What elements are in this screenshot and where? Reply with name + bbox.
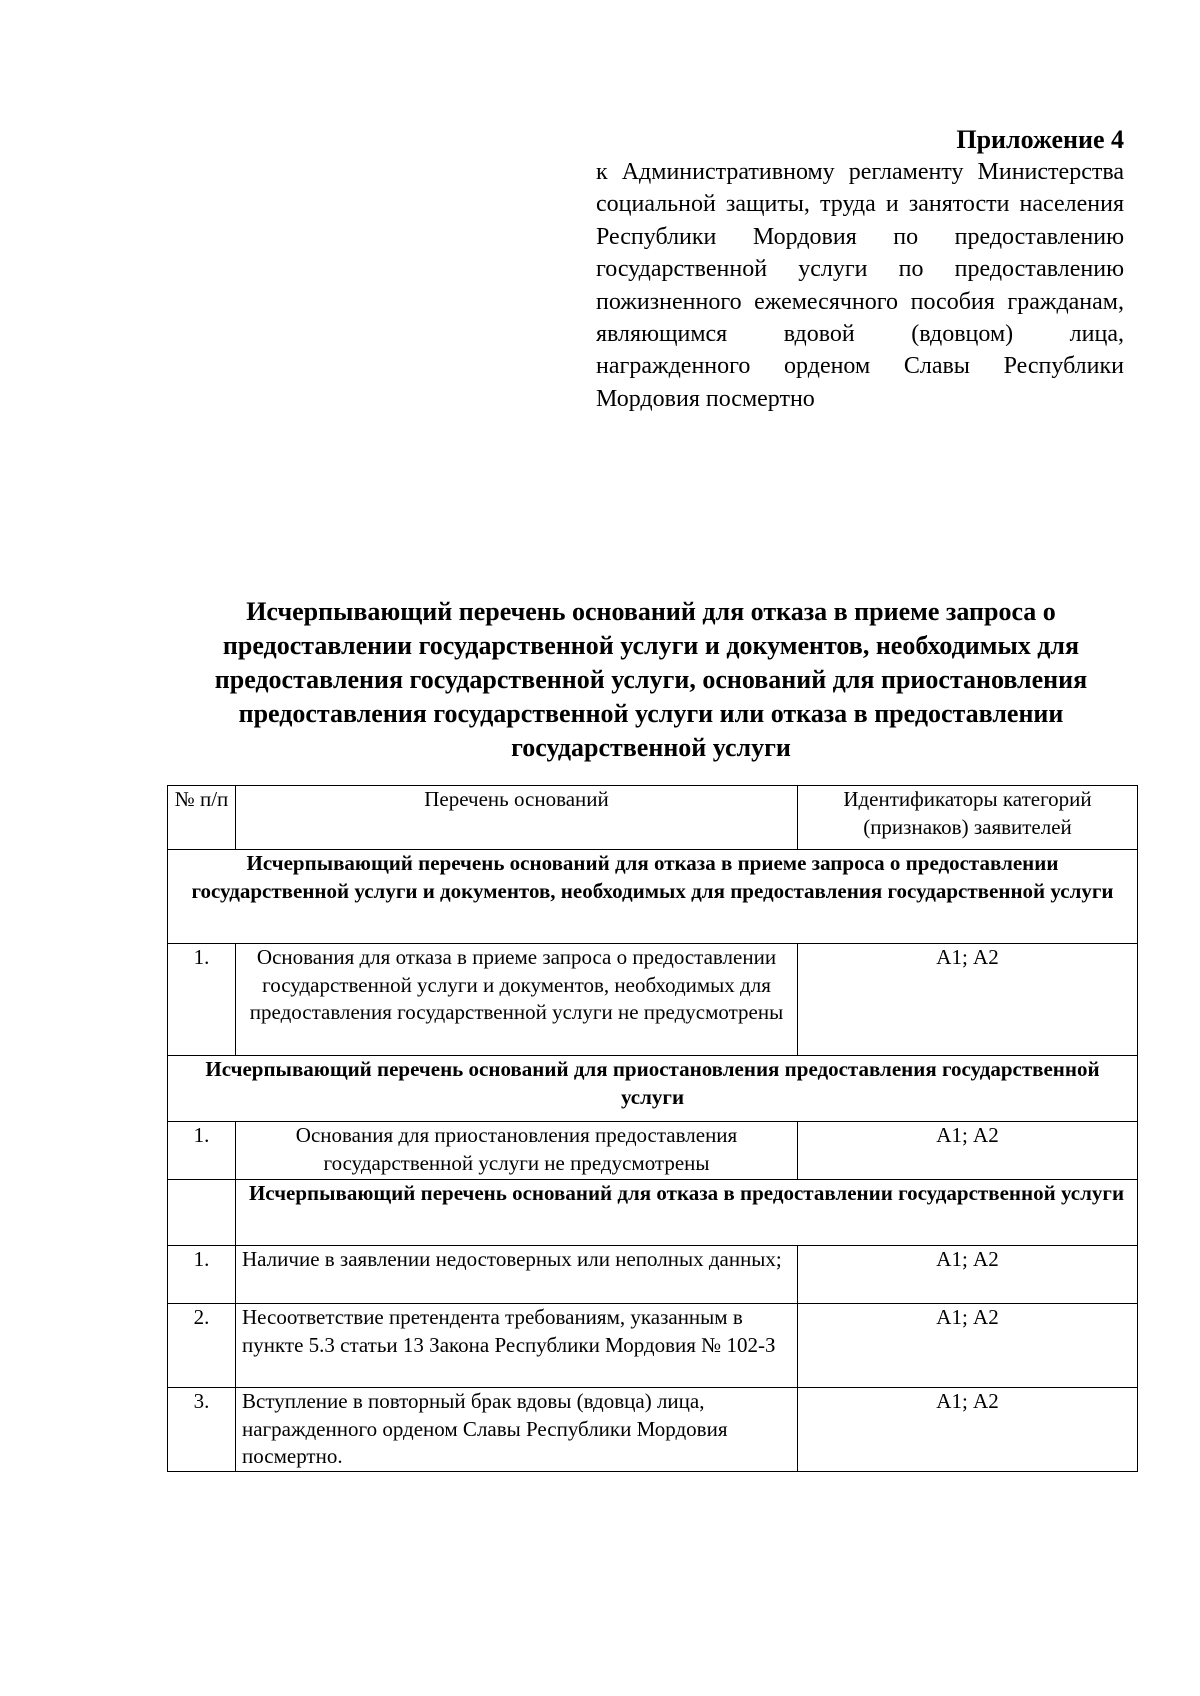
appendix-reference: к Административному регламенту Министерства социальной защиты, труда и занятости населения Республики Мордовия по предоставлению государственной услуги по предоставлению пожизненного ежемесячного пособия гражданам, являющимся вдовой (вдовцом) лица, награжденного орденом Славы Республики Мордовия посмертно [596,159,1124,412]
appendix-block [596,124,1124,415]
row-ids: А1; А2 [798,1246,1138,1304]
header-grounds-list: Перечень оснований [236,786,798,850]
header-number: № п/п [168,786,236,850]
empty-cell [168,1180,236,1246]
row-text: Основания для приостановления предоставления государственной услуги не предусмотрены [236,1122,798,1180]
section-title: Исчерпывающий перечень оснований для приостановления предоставления государственной услуги [168,1056,1138,1122]
section-row [168,1056,1138,1122]
section-title: Исчерпывающий перечень оснований для отказа в предоставлении государственной услуги [236,1180,1138,1246]
row-number: 2. [168,1304,236,1388]
table-header-row [168,786,1138,850]
row-ids: А1; А2 [798,944,1138,1056]
section-title: Исчерпывающий перечень оснований для отказа в приеме запроса о предоставлении государственной услуги и документов, необходимых для предоставления государственной услуги [168,850,1138,944]
row-number: 1. [168,944,236,1056]
row-number: 1. [168,1122,236,1180]
header-applicant-ids: Идентификаторы категорий (признаков) заявителей [798,786,1138,850]
section-row [168,1180,1138,1246]
table-row [168,944,1138,1056]
row-text: Наличие в заявлении недостоверных или неполных данных; [236,1246,798,1304]
row-text: Основания для отказа в приеме запроса о предоставлении государственной услуги и документов, необходимых для предоставления государственной услуги не предусмотрены [236,944,798,1056]
table-row [168,1304,1138,1388]
row-number: 1. [168,1246,236,1304]
row-ids: А1; А2 [798,1122,1138,1180]
appendix-title: Приложение 4 [956,125,1124,154]
row-ids: А1; А2 [798,1304,1138,1388]
table-row [168,1246,1138,1304]
row-ids: А1; А2 [798,1388,1138,1472]
document-heading: Исчерпывающий перечень оснований для отказа в приеме запроса о предоставлении государственной услуги и документов, необходимых для предоставления государственной услуги, оснований для приостановления предоставления государственной услуги или отказа в предоставлении государственной услуги [214,597,1088,762]
table-row [168,1388,1138,1472]
table-row [168,1122,1138,1180]
grounds-table [167,785,1138,1472]
row-number: 3. [168,1388,236,1472]
section-row [168,850,1138,944]
row-text: Вступление в повторный брак вдовы (вдовца) лица, награжденного орденом Славы Республики Мордовия посмертно. [236,1388,798,1472]
row-text: Несоответствие претендента требованиям, указанным в пункте 5.3 статьи 13 Закона Республики Мордовия № 102-З [236,1304,798,1388]
